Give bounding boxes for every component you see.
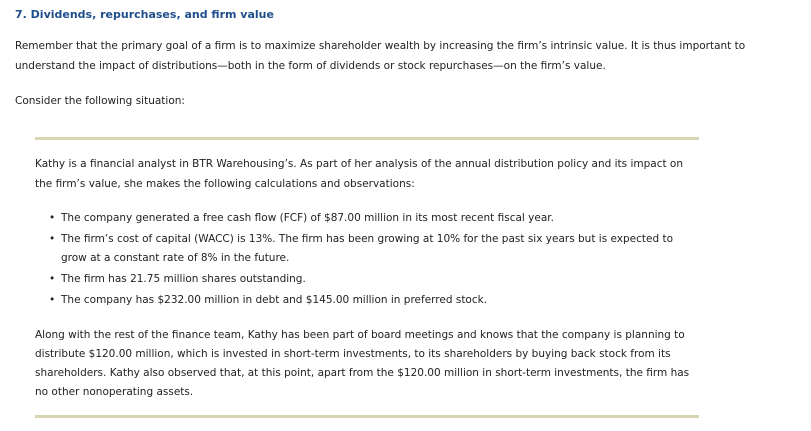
list-item-text: The company generated a free cash flow (FCF) of $87.00 million in its most recent fiscal year. bbox=[61, 212, 554, 224]
bullet-icon: • bbox=[49, 273, 56, 285]
scenario-paragraph: Kathy is a financial analyst in BTR Warehousing’s. As part of her analysis of the annual distribution policy and its impact on the firm’s value, she makes the following calculations and observations: bbox=[35, 158, 684, 190]
list-item-text: The firm has 21.75 million shares outstanding. bbox=[61, 273, 306, 285]
observations-list bbox=[49, 209, 689, 312]
bullet-icon: • bbox=[49, 233, 56, 245]
bottom-divider bbox=[35, 415, 699, 418]
list-item-text: The firm’s cost of capital (WACC) is 13%. The firm has been growing at 10% for the past six years but is expected to grow at a constant rate of 8% in the future. bbox=[61, 233, 674, 264]
list-item bbox=[49, 209, 689, 228]
top-divider bbox=[35, 137, 699, 140]
list-item bbox=[49, 291, 689, 310]
bullet-icon: • bbox=[49, 212, 56, 224]
intro-paragraph: Remember that the primary goal of a firm is to maximize shareholder wealth by increasing the firm’s intrinsic value. It is thus important to understand the impact of distributions—both in the form of dividends or stock repurchases—on the firm’s value. bbox=[15, 40, 746, 72]
bullet-icon: • bbox=[49, 294, 56, 306]
list-item-text: The company has $232.00 million in debt and $145.00 million in preferred stock. bbox=[61, 294, 488, 306]
list-item bbox=[49, 270, 689, 289]
consider-text: Consider the following situation: bbox=[15, 95, 185, 107]
section-title: 7. Dividends, repurchases, and firm value bbox=[15, 8, 274, 21]
closing-paragraph: Along with the rest of the finance team, Kathy has been part of board meetings and knows that the company is planning to distribute $120.00 million, which is invested in short-term investments, to its shareholders by buying back stock from its shareholders. Kathy also observed that, at this point, apart from the $120.00 million in short-term investments, the firm has no other nonoperating assets. bbox=[35, 329, 690, 398]
list-item bbox=[49, 230, 689, 268]
